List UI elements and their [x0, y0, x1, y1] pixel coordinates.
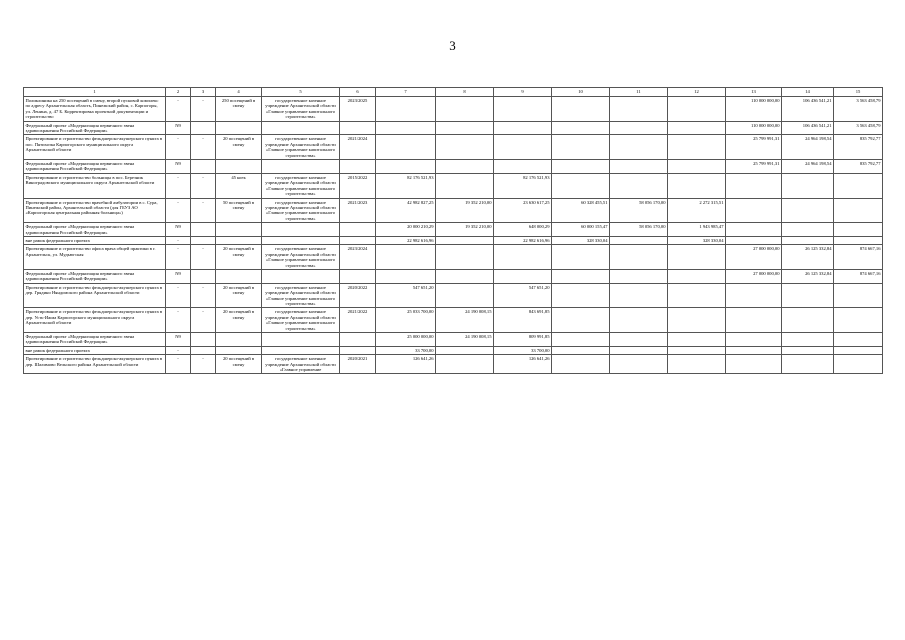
table-cell [610, 245, 668, 270]
table-cell [191, 346, 216, 354]
table-cell: 60 000 155,47 [552, 223, 610, 237]
table-cell [376, 121, 436, 135]
table-cell: 2020/2022 [340, 283, 376, 308]
table-cell [834, 346, 883, 354]
table-cell: 2021/2024 [340, 135, 376, 160]
table-cell [834, 223, 883, 237]
table-cell [436, 97, 494, 122]
table-cell: 648 000,29 [494, 223, 552, 237]
table-cell [216, 346, 262, 354]
table-cell: 20 посещений в смену [216, 135, 262, 160]
table-cell [782, 346, 834, 354]
column-header: 6 [340, 88, 376, 97]
table-cell: 843 691,85 [494, 308, 552, 333]
table-cell: Федеральный проект «Модернизация первичного звена здравоохранения Российской Федерации» [24, 333, 166, 347]
table-cell: 23 630 617,25 [494, 198, 552, 223]
table-cell [340, 160, 376, 174]
table-cell [262, 121, 340, 135]
column-header: 15 [834, 88, 883, 97]
table-cell: 20 посещений в смену [216, 308, 262, 333]
table-cell [552, 346, 610, 354]
table-cell [436, 173, 494, 198]
table-cell [216, 333, 262, 347]
object-row [24, 135, 883, 160]
table-cell [668, 245, 726, 270]
table-cell: Федеральный проект «Модернизация первичного звена здравоохранения Российской Федерации» [24, 160, 166, 174]
table-cell [191, 223, 216, 237]
table-cell [726, 308, 782, 333]
table-cell [668, 283, 726, 308]
table-cell: - [166, 308, 191, 333]
table-cell: 26 125 332,84 [782, 269, 834, 283]
table-cell [376, 135, 436, 160]
table-cell [436, 121, 494, 135]
column-header: 4 [216, 88, 262, 97]
table-cell: - [191, 355, 216, 374]
table-cell [216, 269, 262, 283]
table-cell [436, 269, 494, 283]
table-cell [552, 160, 610, 174]
table-cell: - [191, 283, 216, 308]
table-cell [552, 308, 610, 333]
table-cell [668, 173, 726, 198]
table-cell: государственное казенное учреждение Архангельской области «Главное управление капитального строительства» [262, 308, 340, 333]
table-cell [782, 283, 834, 308]
table-cell: - [191, 308, 216, 333]
table-cell [668, 269, 726, 283]
table-cell [668, 135, 726, 160]
object-row [24, 308, 883, 333]
column-header: 11 [610, 88, 668, 97]
table-cell [610, 308, 668, 333]
table-cell: государственное казенное учреждение Архангельской области «Главное управление капитального строительства» [262, 135, 340, 160]
table-cell [668, 160, 726, 174]
table-cell: N9 [166, 269, 191, 283]
table-cell [668, 355, 726, 374]
table-cell [782, 333, 834, 347]
table-cell [668, 346, 726, 354]
table-cell [436, 283, 494, 308]
table-cell [262, 160, 340, 174]
table-cell: - [191, 97, 216, 122]
column-header: 2 [166, 88, 191, 97]
table-cell: 33 700,00 [376, 346, 436, 354]
table-cell: государственное казенное учреждение Архангельской области «Главное управление капитального строительства» [262, 198, 340, 223]
table-cell: 2023/2025 [340, 97, 376, 122]
table-cell [726, 283, 782, 308]
table-cell: 20 посещений в смену [216, 283, 262, 308]
table-cell: 106 436 541,21 [782, 121, 834, 135]
table-cell: - [191, 198, 216, 223]
outside-project-row [24, 346, 883, 354]
table-cell [834, 308, 883, 333]
table-cell: 874 667,16 [834, 245, 883, 270]
table-cell: - [166, 355, 191, 374]
table-cell [726, 355, 782, 374]
table-cell [494, 135, 552, 160]
object-row [24, 355, 883, 374]
table-cell: вне рамок федерального проекта [24, 346, 166, 354]
table-cell: - [191, 135, 216, 160]
table-cell [552, 355, 610, 374]
table-cell [262, 236, 340, 244]
table-cell [782, 308, 834, 333]
table-cell: 250 посещений в смену [216, 97, 262, 122]
table-cell: 2021/2022 [340, 308, 376, 333]
table-cell: - [166, 245, 191, 270]
table-cell: 1 943 985,47 [668, 223, 726, 237]
table-cell [262, 269, 340, 283]
table-cell [726, 173, 782, 198]
outside-project-row [24, 236, 883, 244]
table-cell [216, 160, 262, 174]
table-cell: 26 125 332,84 [782, 245, 834, 270]
table-cell: 20 000 210,29 [376, 223, 436, 237]
table-cell: N9 [166, 121, 191, 135]
table-cell [552, 135, 610, 160]
table-cell: вне рамок федерального проекта [24, 236, 166, 244]
table-cell [191, 333, 216, 347]
column-header: 5 [262, 88, 340, 97]
table-cell: - [166, 283, 191, 308]
table-cell: N9 [166, 223, 191, 237]
table-cell: 19 352 210,00 [436, 223, 494, 237]
federal-project-row [24, 333, 883, 347]
table-cell [726, 236, 782, 244]
table-cell [610, 160, 668, 174]
table-cell [216, 236, 262, 244]
table-cell: 82 176 521,93 [376, 173, 436, 198]
table-cell: 3 563 458,79 [834, 121, 883, 135]
table-cell: 328 330,04 [668, 236, 726, 244]
table-cell [436, 346, 494, 354]
table-cell: 45 коек [216, 173, 262, 198]
table-cell [610, 236, 668, 244]
table-cell [340, 236, 376, 244]
table-cell: 547 651,20 [494, 283, 552, 308]
table-cell [834, 283, 883, 308]
table-cell [552, 121, 610, 135]
table-cell: Проектирование и строительство врачебной амбулатории в с. Сура, Пинежский район, Архангельской области (для ГБУЗ АО «Карпогорская центральная районная больница») [24, 198, 166, 223]
table-cell [552, 245, 610, 270]
table-cell: государственное казенное учреждение Архангельской области «Главное управление капитального строительства» [262, 245, 340, 270]
table-cell: 24 190 008,15 [436, 333, 494, 347]
table-cell: Проектирование и строительство офиса врача общей практики в г. Архангельск, ул. Мудьюгская [24, 245, 166, 270]
table-cell: 835 792,77 [834, 160, 883, 174]
table-cell: 2021/2023 [340, 198, 376, 223]
table-cell [376, 245, 436, 270]
table-cell: 2020/2021 [340, 355, 376, 374]
table-cell [262, 223, 340, 237]
table-cell: 126 641,26 [494, 355, 552, 374]
table-cell: 27 000 000,00 [726, 245, 782, 270]
table-cell: 42 982 827,25 [376, 198, 436, 223]
investment-table [23, 87, 883, 374]
table-cell: - [166, 198, 191, 223]
table-cell: государственное казенное учреждение Архангельской области «Главное управление капитального строительства» [262, 173, 340, 198]
table-cell [782, 355, 834, 374]
table-cell [436, 355, 494, 374]
table-cell: государственное казенное учреждение Архангельской области «Главное управление капитального строительства» [262, 283, 340, 308]
table-cell: 60 328 455,51 [552, 198, 610, 223]
table-cell: 874 667,16 [834, 269, 883, 283]
table-cell: 19 352 210,00 [436, 198, 494, 223]
table-cell [376, 160, 436, 174]
table-cell: 106 436 541,21 [782, 97, 834, 122]
table-cell: N9 [166, 160, 191, 174]
table-cell [552, 333, 610, 347]
table-cell: Федеральный проект «Модернизация первичного звена здравоохранения Российской Федерации» [24, 121, 166, 135]
table-cell [494, 245, 552, 270]
table-cell: Федеральный проект «Модернизация первичного звена здравоохранения Российской Федерации» [24, 269, 166, 283]
table-cell [552, 269, 610, 283]
table-cell: 20 посещений в смену [216, 245, 262, 270]
table-cell: государственное казенное учреждение Архангельской области «Главное управление [262, 355, 340, 374]
table-cell [340, 269, 376, 283]
table-cell [668, 308, 726, 333]
column-header: 8 [436, 88, 494, 97]
table-cell [340, 333, 376, 347]
table-cell [610, 346, 668, 354]
table-cell [782, 223, 834, 237]
table-cell: 328 330,04 [552, 236, 610, 244]
table-cell [668, 121, 726, 135]
table-cell [340, 121, 376, 135]
page-number: 3 [449, 38, 456, 53]
federal-project-row [24, 223, 883, 237]
table-cell [191, 269, 216, 283]
table-cell: Проектирование и строительство фельдшерско-акушерского пункта в пос. Пятихозка Карпогорского муниципального округа Архангельской области [24, 135, 166, 160]
table-cell: 33 700,00 [494, 346, 552, 354]
table-cell: 24 190 008,15 [436, 308, 494, 333]
table-cell: 22 982 616,96 [376, 236, 436, 244]
table-cell [552, 97, 610, 122]
table-cell [436, 160, 494, 174]
table-cell: - [191, 245, 216, 270]
table-cell: государственное казенное учреждение Архангельской области «Главное управление капитального строительства» [262, 97, 340, 122]
table-cell: - [166, 346, 191, 354]
table-cell [834, 236, 883, 244]
table-cell [610, 97, 668, 122]
table-cell [494, 269, 552, 283]
table-cell: 50 посещений в смену [216, 198, 262, 223]
table-cell: 110 000 000,00 [726, 97, 782, 122]
column-header: 1 [24, 88, 166, 97]
table-cell: 126 641,26 [376, 355, 436, 374]
federal-project-row [24, 269, 883, 283]
table-cell [191, 236, 216, 244]
table-cell [262, 333, 340, 347]
table-cell: - [191, 173, 216, 198]
table-cell [726, 346, 782, 354]
column-header: 9 [494, 88, 552, 97]
table-cell: 58 056 170,00 [610, 198, 668, 223]
table-cell: 25 000 000,00 [376, 333, 436, 347]
table-cell [834, 198, 883, 223]
table-cell [610, 355, 668, 374]
table-cell [610, 173, 668, 198]
table-cell: 25 033 700,00 [376, 308, 436, 333]
table-cell: 2 272 315,51 [668, 198, 726, 223]
object-row [24, 283, 883, 308]
table-cell: Проектирование и строительство фельдшерско-акушерского пункта в дер. Грядино Няндомского района Архангельской области [24, 283, 166, 308]
column-header: 13 [726, 88, 782, 97]
table-cell: - [166, 135, 191, 160]
table-cell: 809 991,85 [494, 333, 552, 347]
table-cell [340, 223, 376, 237]
column-header: 3 [191, 88, 216, 97]
object-row [24, 173, 883, 198]
object-row [24, 245, 883, 270]
column-header: 10 [552, 88, 610, 97]
table-cell [610, 135, 668, 160]
table-cell: - [166, 173, 191, 198]
table-cell [610, 121, 668, 135]
table-cell [834, 173, 883, 198]
table-cell [436, 236, 494, 244]
table-cell: 20 посещений в смену [216, 355, 262, 374]
table-cell: 2015/2022 [340, 173, 376, 198]
column-header: 7 [376, 88, 436, 97]
table-cell [216, 121, 262, 135]
object-row [24, 198, 883, 223]
table-cell [610, 269, 668, 283]
table-cell [610, 283, 668, 308]
table-cell [376, 269, 436, 283]
table-cell [191, 121, 216, 135]
table-cell: Проектирование и строительство фельдшерско-акушерского пункта в дер. Шалимово Вельского района Архангельской области [24, 355, 166, 374]
table-cell [726, 198, 782, 223]
table-cell: 22 982 616,96 [494, 236, 552, 244]
table-cell: Федеральный проект «Модернизация первичного звена здравоохранения Российской Федерации» [24, 223, 166, 237]
column-header: 14 [782, 88, 834, 97]
table-cell: 27 000 000,00 [726, 269, 782, 283]
federal-project-row [24, 160, 883, 174]
table-cell: 2023/2024 [340, 245, 376, 270]
table-cell [494, 97, 552, 122]
table-cell [494, 121, 552, 135]
table-cell [262, 346, 340, 354]
table-cell: Проектирование и строительство фельдшерско-акушерского пункта в дер. Усть-Ижма Карпогорского муниципального округа Архангельской области [24, 308, 166, 333]
table-cell [191, 160, 216, 174]
table-header-row [24, 88, 883, 97]
table-cell: N9 [166, 333, 191, 347]
table-cell [436, 245, 494, 270]
table-cell [782, 198, 834, 223]
table-cell: 110 000 000,00 [726, 121, 782, 135]
table-cell: - [166, 97, 191, 122]
table-cell [726, 333, 782, 347]
table-cell: Поликлиника на 250 посещений в смену, второй пусковой комплекс по адресу Архангельская область, Пинежский район, с. Карпогоры, ул. Ленина, д. 47 Б. Корректировка проектной документации и строительство [24, 97, 166, 122]
federal-project-row [24, 121, 883, 135]
table-cell: 25 799 991,31 [726, 160, 782, 174]
table-cell: 835 792,77 [834, 135, 883, 160]
table-cell [494, 160, 552, 174]
table-cell [610, 333, 668, 347]
table-cell: 547 651,20 [376, 283, 436, 308]
table-cell [552, 173, 610, 198]
table-cell: 24 964 198,54 [782, 135, 834, 160]
column-header: 12 [668, 88, 726, 97]
table-cell: 82 176 521,93 [494, 173, 552, 198]
table-cell [436, 135, 494, 160]
table-cell: - [166, 236, 191, 244]
table-cell: 24 964 198,54 [782, 160, 834, 174]
table-cell [668, 333, 726, 347]
table-cell [668, 97, 726, 122]
table-cell [834, 333, 883, 347]
object-row [24, 97, 883, 122]
table-cell [834, 355, 883, 374]
table-cell [340, 346, 376, 354]
table-cell [552, 283, 610, 308]
table-cell [782, 236, 834, 244]
table-cell [782, 173, 834, 198]
table-cell: 3 563 458,79 [834, 97, 883, 122]
table-cell: Проектирование и строительство больницы в пос. Березник Виноградовского муниципального округа Архангельской области [24, 173, 166, 198]
table-cell [216, 223, 262, 237]
table-cell: 25 799 991,31 [726, 135, 782, 160]
table-cell: 58 056 170,00 [610, 223, 668, 237]
table-cell [726, 223, 782, 237]
table-cell [376, 97, 436, 122]
